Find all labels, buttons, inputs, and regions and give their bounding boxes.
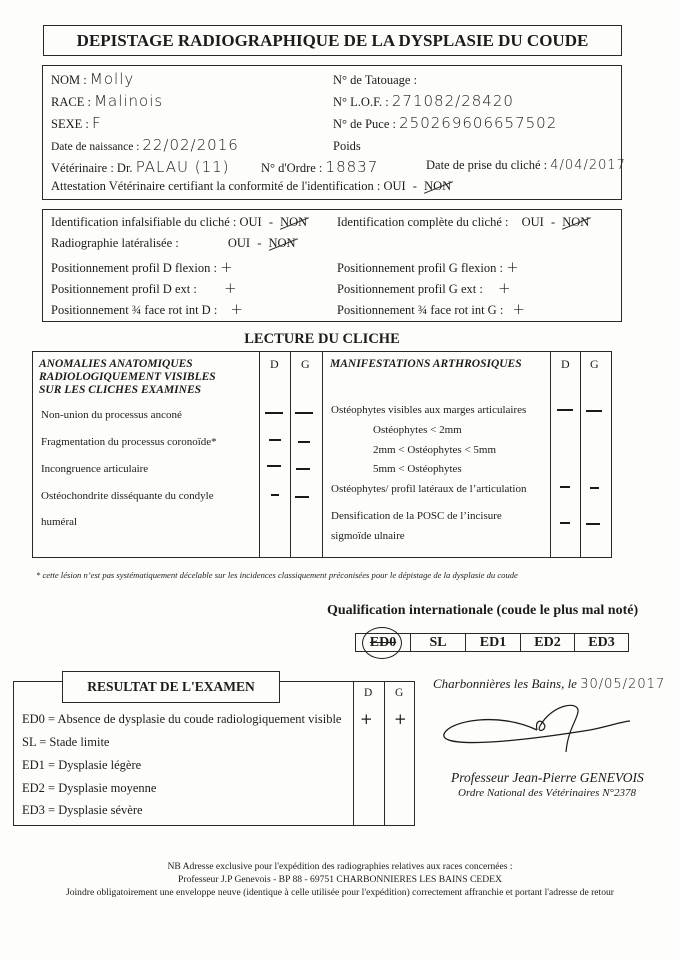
race-field: [51, 92, 163, 110]
grade-label: ED1: [479, 635, 507, 650]
signature-scribble: [440, 700, 640, 760]
pos-g-flexion-mark: +: [506, 258, 520, 276]
result-g-mark: +: [394, 710, 407, 728]
anomaly-d-mark: [269, 439, 281, 441]
separator: -: [412, 179, 417, 193]
arthrose-row: Ostéophytes < 2mm: [373, 424, 462, 436]
anomaly-g-mark: [298, 441, 310, 443]
anomalies-header: [39, 358, 216, 397]
result-row: SL = Stade limite: [22, 735, 110, 749]
complete-non-struck: NON: [562, 215, 590, 229]
signature-place: Charbonnières les Bains, le: [433, 676, 577, 691]
controle-section: [42, 209, 622, 322]
pos-g-ext-label: Positionnement profil G ext :: [337, 282, 483, 296]
tatouage-field: [333, 70, 417, 88]
footer-line: Joindre obligatoirement une enveloppe neuve (identique à celle utilisée pour l'expédition) correctement affranchie et portant l'adresse de retour: [65, 887, 615, 898]
grade-ed1[interactable]: [466, 634, 521, 651]
signature-place-date: [433, 676, 665, 692]
qualification-grades: [355, 633, 629, 652]
col-d-header: D: [270, 357, 279, 371]
attestation-field: [51, 179, 451, 194]
anomaly-g-mark: [296, 468, 310, 470]
footer-line: Professeur J.P Genevois - BP 88 - 69751 CHARBONNIERES LES BAINS CEDEX: [178, 874, 502, 885]
pos-d-ext-mark: +: [223, 279, 238, 297]
arthrose-row: 5mm < Ostéophytes: [373, 463, 462, 475]
signature-date: 30/05/2017: [580, 677, 666, 692]
complete-field: [337, 215, 589, 230]
anomalies-header-line: ANOMALIES ANATOMIQUES: [39, 358, 193, 370]
grade-label: ED3: [588, 635, 615, 650]
pos-g-ext-mark: +: [497, 279, 512, 297]
nom-field: [51, 70, 134, 88]
lateralisee-oui: OUI: [227, 236, 251, 250]
nom-label: NOM :: [51, 73, 87, 87]
pos-g-flexion-field: [337, 258, 520, 276]
grade-ed3[interactable]: [575, 634, 628, 651]
pos-d-face-mark: +: [230, 300, 244, 318]
anomaly-row: Non-union du processus anconé: [41, 409, 182, 421]
anomaly-row: Incongruence articulaire: [41, 463, 149, 475]
grade-ed2[interactable]: [521, 634, 575, 651]
arthrose-row: 2mm < Ostéophytes < 5mm: [373, 444, 497, 456]
infalsifiable-field: [51, 215, 307, 230]
lateralisee-field: [51, 236, 296, 251]
ordre-field: [261, 158, 378, 176]
infalsifiable-label: Identification infalsifiable du cliché :: [51, 215, 237, 229]
date-cliche-field: [426, 158, 626, 173]
grade-label: SL: [429, 635, 447, 650]
col-divider: [550, 352, 551, 557]
veterinaire-field: [51, 158, 230, 176]
attestation-label: Attestation Vétérinaire certifiant la conformité de l'identification :: [51, 179, 381, 193]
footer: [0, 860, 680, 899]
anomaly-d-mark: [265, 412, 283, 414]
poids-label: Poids: [333, 139, 361, 153]
grade-sl[interactable]: [411, 634, 466, 651]
puce-value: 250269606657502: [399, 114, 558, 132]
resultat-title: RESULTAT DE L'EXAMEN: [87, 679, 255, 694]
anomaly-d-mark: [267, 465, 281, 467]
tatouage-label: N° de Tatouage :: [333, 73, 418, 87]
race-value: Malinois: [94, 92, 164, 110]
poids-field: [333, 136, 361, 154]
pos-d-flexion-label: Positionnement profil D flexion :: [51, 261, 217, 275]
col-d-header: D: [364, 687, 373, 699]
result-row: ED3 = Dysplasie sévère: [22, 803, 143, 817]
anomalies-header-line: SUR LES CLICHES EXAMINES: [39, 384, 202, 396]
col-divider: [353, 682, 354, 825]
anomaly-g-mark: [295, 496, 309, 498]
nom-value: Molly: [89, 70, 135, 88]
anomaly-row: Ostéochondrite disséquante du condyle: [41, 490, 214, 502]
naissance-value: 22/02/2016: [142, 136, 239, 154]
pos-g-ext-field: [337, 279, 512, 297]
lof-label: N° L.O.F. :: [333, 95, 389, 109]
infalsifiable-oui: OUI: [239, 215, 262, 229]
pos-d-face-label: Positionnement ¾ face rot int D :: [51, 303, 218, 317]
pos-g-face-mark: +: [512, 300, 526, 318]
pos-g-face-label: Positionnement ¾ face rot int G :: [337, 303, 504, 317]
attestation-non-struck: NON: [424, 179, 452, 193]
arthrose-g-mark: [590, 487, 599, 489]
pos-d-ext-label: Positionnement profil D ext :: [51, 282, 197, 296]
separator: -: [257, 236, 262, 250]
col-g-header: G: [301, 357, 310, 371]
lateralisee-label: Radiographie latéralisée :: [51, 236, 179, 250]
pos-d-ext-field: [51, 279, 238, 297]
result-row: ED2 = Dysplasie moyenne: [22, 781, 157, 795]
resultat-title-box: [62, 671, 280, 703]
naissance-field: [51, 136, 239, 154]
qualification-title: Qualification internationale (coude le plus mal noté): [327, 603, 639, 618]
result-row: ED1 = Dysplasie légère: [22, 758, 142, 772]
anomaly-row: Fragmentation du processus coronoïde*: [41, 436, 217, 448]
signatory-name: Professeur Jean-Pierre GENEVOIS: [451, 770, 644, 785]
arthrose-row: Densification de la POSC de l’incisure: [331, 510, 502, 522]
signatory-order: Ordre National des Vétérinaires N°2378: [458, 787, 636, 799]
arthrose-g-mark: [586, 523, 600, 525]
col-g-header: G: [395, 687, 404, 699]
pos-d-flexion-mark: +: [220, 258, 234, 276]
arthrose-d-mark: [560, 522, 570, 524]
arthrose-g-mark: [586, 410, 602, 412]
anomalies-header-line: RADIOLOGIQUEMENT VISIBLES: [39, 371, 216, 383]
col-g-header: G: [590, 357, 599, 371]
arthrose-header: MANIFESTATIONS ARTHROSIQUES: [330, 358, 522, 370]
selected-circle: [362, 627, 402, 659]
anomaly-d-mark: [271, 494, 279, 496]
race-label: RACE :: [51, 95, 91, 109]
arthrose-row: Ostéophytes visibles aux marges articulaires: [331, 404, 527, 416]
col-divider: [290, 352, 291, 557]
sexe-value: F: [91, 114, 102, 132]
lateralisee-non-struck: NON: [268, 236, 296, 250]
identification-section: [42, 65, 626, 200]
title-box: [43, 25, 622, 56]
grade-label: ED0: [369, 635, 397, 650]
date-cliche-label: Date de prise du cliché :: [426, 158, 548, 172]
result-row: ED0 = Absence de dysplasie du coude radiologiquement visible: [22, 712, 342, 726]
pos-d-face-field: [51, 300, 244, 318]
col-d-header: D: [561, 357, 570, 371]
separator: -: [550, 215, 556, 229]
anomaly-g-mark: [295, 412, 313, 414]
lof-value: 271082/28420: [391, 92, 514, 110]
complete-label: Identification complète du cliché :: [337, 215, 509, 229]
arthrose-d-mark: [557, 409, 573, 411]
complete-oui: OUI: [521, 215, 544, 229]
pos-g-face-field: [337, 300, 526, 318]
col-divider: [322, 352, 323, 557]
lecture-table: [32, 351, 612, 558]
attestation-oui: OUI: [383, 179, 406, 193]
grade-label: ED2: [534, 635, 561, 650]
arthrose-row: Ostéophytes/ profil latéraux de l’articulation: [331, 483, 527, 495]
ordre-value: 18837: [325, 158, 379, 176]
lecture-title: LECTURE DU CLICHE: [244, 331, 400, 347]
arthrose-row: sigmoïde ulnaire: [331, 530, 405, 542]
puce-label: N° de Puce :: [333, 117, 396, 131]
col-divider: [384, 682, 385, 825]
col-divider: [259, 352, 260, 557]
veterinaire-label: Vétérinaire : Dr.: [51, 161, 133, 175]
veterinaire-value: PALAU (11): [135, 158, 230, 176]
sexe-label: SEXE :: [51, 117, 89, 131]
result-d-mark: +: [360, 710, 373, 728]
date-cliche-value: 4/04/2017: [550, 158, 626, 173]
footnote: * cette lésion n’est pas systématiquement décelable sur les incidences classiquement préconisées pour le dépistage de la dysplasie du coude: [36, 570, 518, 580]
sexe-field: [51, 114, 102, 132]
pos-g-flexion-label: Positionnement profil G flexion :: [337, 261, 503, 275]
page-title: DEPISTAGE RADIOGRAPHIQUE DE LA DYSPLASIE DU COUDE: [76, 31, 589, 50]
separator: -: [268, 215, 273, 229]
arthrose-d-mark: [560, 486, 570, 488]
footer-line: NB Adresse exclusive pour l'expédition des radiographies relatives aux races concernées :: [167, 861, 513, 872]
anomaly-row: huméral: [41, 516, 78, 528]
lof-field: [333, 92, 514, 110]
naissance-label: Date de naissance :: [51, 141, 140, 153]
col-divider: [580, 352, 581, 557]
pos-d-flexion-field: [51, 258, 234, 276]
grade-ed0[interactable]: [356, 634, 411, 651]
puce-field: [333, 114, 557, 132]
ordre-label: N° d'Ordre :: [261, 161, 323, 175]
infalsifiable-non-struck: NON: [280, 215, 308, 229]
